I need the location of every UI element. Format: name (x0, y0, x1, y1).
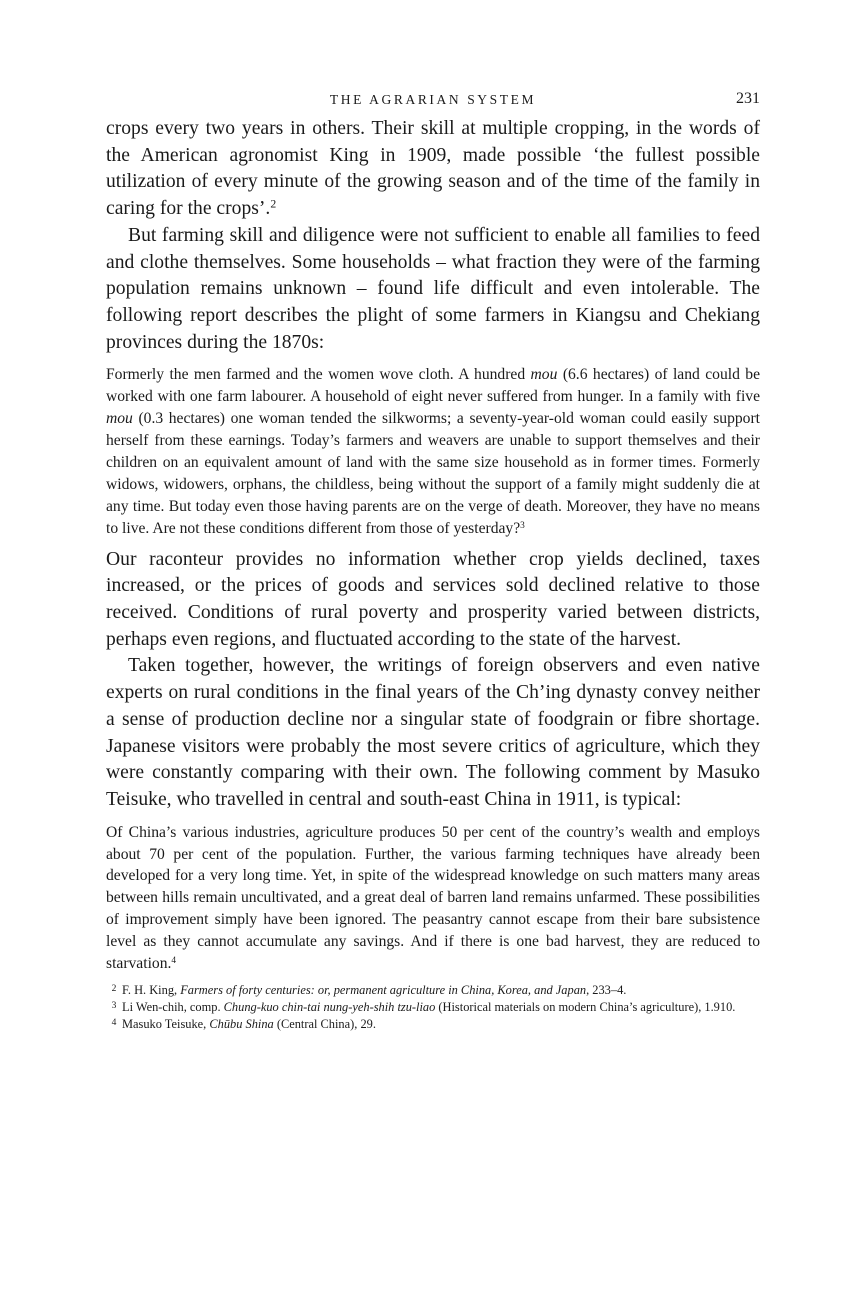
footnote-4 (106, 1015, 760, 1032)
footnote-text: Masuko Teisuke, (122, 1017, 210, 1032)
footnote-number: 2 (111, 983, 117, 994)
footnote-ref-2[interactable]: 2 (270, 197, 277, 211)
quote-1-term-mou: mou (530, 366, 558, 384)
quote-1-part-a: Formerly the men farmed and the women wove cloth. A hundred (106, 366, 531, 384)
footnote-title: Farmers of forty centuries: or, permanent agriculture in China, Korea, and Japan (180, 982, 587, 997)
page-number: 231 (736, 90, 760, 107)
footnote-ref-4[interactable]: 4 (171, 955, 177, 966)
footnote-ref-3[interactable]: 3 (520, 520, 525, 531)
footnote-title: Chūbu Shina (209, 1017, 274, 1032)
footnote-text: (Central China), 29. (273, 1017, 376, 1032)
footnote-2 (106, 981, 760, 998)
paragraph-4: Taken together, however, the writings of foreign observers and even native experts on rural conditions in the final years of the Ch’ing dynasty convey neither a sense of production decline nor a singular state of foodgrain or fibre shortage. Japanese visitors were probably the most severe critics of agriculture, which they were constantly comparing with their own. The following comment by Masuko Teisuke, who travelled in central and south-east China in 1911, is typical: (106, 655, 760, 810)
footnote-text: , 233–4. (586, 982, 627, 997)
page-header (106, 88, 760, 116)
footnote-text: F. H. King, (122, 982, 181, 997)
paragraph-2: But farming skill and diligence were not sufficient to enable all families to feed and clothe themselves. Some households – what fraction they were of the farming population remains unknown – found life difficult and even intolerable. The following report describes the plight of some farmers in Kiangsu and Chekiang provinces during the 1870s: (106, 224, 760, 353)
running-head: THE AGRARIAN SYSTEM (329, 92, 537, 107)
quote-2-text: Of China’s various industries, agriculture produces 50 per cent of the country’s wealth and employs about 70 per cent of the population. Further, the various farming techniques have already been developed for a very long time. Yet, in spite of the widespread knowledge on such matters many areas between hills remain uncultivated, and a great deal of barren land remains unfarmed. These possibilities of improvement simply have been ignored. The peasantry cannot escape from their bare subsistence level as they cannot accumulate any savings. And if there is one bad harvest, they are reduced to starvation. (106, 823, 760, 973)
footnote-number: 3 (111, 1001, 117, 1012)
footnote-text: (Historical materials on modern China’s agriculture), 1.910. (435, 1000, 736, 1015)
footnote-title: Chung-kuo chin-tai nung-yeh-shih tzu-liao (223, 1000, 436, 1015)
quote-1-term-mou: mou (106, 410, 133, 428)
footnote-3 (106, 998, 760, 1015)
paragraph-3: Our raconteur provides no information whether crop yields declined, taxes increased, or the prices of goods and services sold declined relative to those received. Conditions of rural poverty and prosperity varied between districts, perhaps even regions, and fluctuated according to the state of the harvest. (106, 548, 760, 650)
footnotes (106, 981, 760, 1033)
paragraph-1-text: crops every two years in others. Their skill at multiple cropping, in the words of the American agronomist King in 1909, made possible ‘the fullest possible utilization of every minute of the growing season and of the time of the family in caring for the crops’. (106, 118, 760, 220)
quote-1-part-b: (6.6 hectares) of land could be worked with one farm labourer. A household of eight never suffered from hunger. In a family with five (106, 366, 761, 406)
block-quote-2 (106, 822, 760, 975)
footnote-text: Li Wen-chih, comp. (122, 1000, 224, 1015)
block-quote-1 (106, 364, 760, 539)
book-page (106, 88, 760, 1033)
paragraph-1 (106, 116, 760, 223)
footnote-number: 4 (111, 1018, 117, 1029)
quote-1-part-c: (0.3 hectares) one woman tended the silkworms; a seventy-year-old woman could easily support herself from these earnings. Today’s farmers and weavers are unable to support themselves and their children on an equivalent amount of land with the same size household as in former times. Formerly widows, widowers, orphans, the childless, being without the support of a family might suddenly die at any time. But today even those having parents are on the verge of death. Moreover, they have no means to live. Are not these conditions different from those of yesterday? (106, 410, 760, 537)
